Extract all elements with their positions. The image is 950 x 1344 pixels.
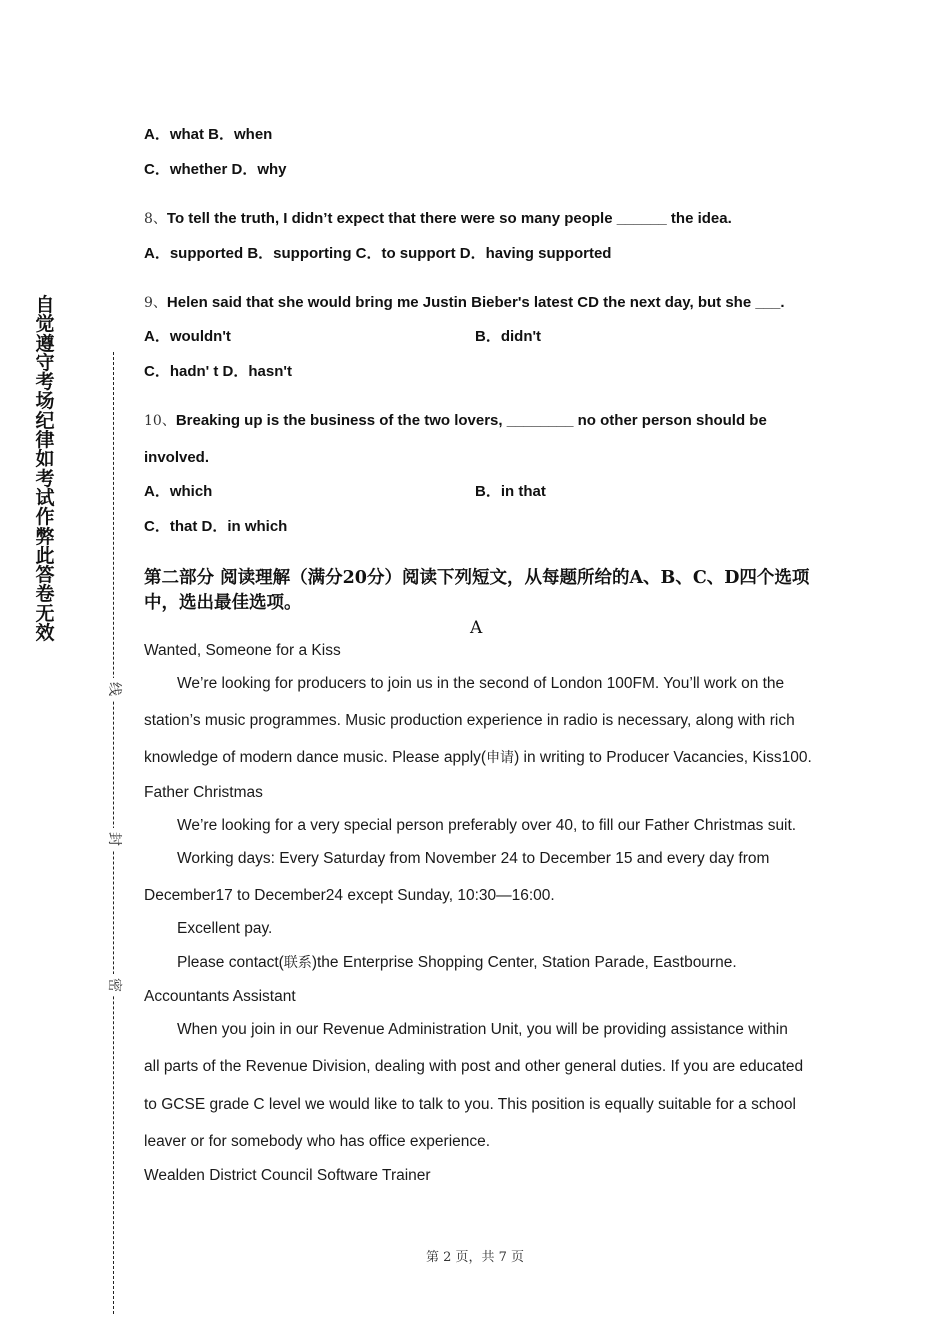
question-10 (144, 411, 767, 431)
page-number-footer: 第 2 页，共 7 页 (425, 1250, 525, 1265)
ad-accountants-line-2: all parts of the Revenue Division, dealing with post and other general duties. If you are educated (144, 1058, 804, 1075)
ad-accountants-line-3: to GCSE grade C level we would like to talk to you. This position is equally suitable for a school (144, 1096, 796, 1113)
ad-kiss-line-1: We’re looking for producers to join us in the second of London 100FM. You’ll work on the (177, 675, 785, 692)
question-10-option-b: B．in that (475, 483, 546, 500)
ad-kiss-line-2: station’s music programmes. Music production experience in radio is necessary, along with rich (144, 712, 795, 729)
exam-discipline-notice: 自觉遵守考场纪律如考试作弊此答卷无效 (35, 294, 55, 645)
ad-father-christmas-line-1: We’re looking for a very special person preferably over 40, to fill our Father Christmas suit. (177, 817, 797, 834)
question-8-options: A．supported B．supporting C．to support D．having supported (144, 245, 612, 262)
binding-label-feng: 封 (104, 828, 124, 850)
ad-father-christmas-line-2: Working days: Every Saturday from November 24 to December 15 and every day from (177, 850, 770, 867)
question-9-option-b: B．didn't (475, 328, 542, 345)
ad-father-christmas-line-4: Excellent pay. (177, 920, 273, 937)
q7-options-cd: C．whether D．why (144, 161, 287, 178)
question-9-options-cd: C．hadn' t D．hasn't (144, 363, 292, 380)
question-10-number: 10、 (144, 413, 176, 429)
question-8 (144, 209, 732, 229)
ad-kiss-cn-gloss: 申请 (486, 750, 515, 766)
binding-label-mi: 密 (104, 974, 124, 996)
question-9-number: 9、 (144, 295, 167, 311)
question-10-text: Breaking up is the business of the two lovers, ________ no other person should be (175, 412, 767, 429)
question-10-text-cont: involved. (144, 449, 210, 466)
question-8-number: 8、 (144, 211, 167, 227)
ad-father-christmas-cn-gloss: 联系 (283, 955, 312, 971)
ad-father-christmas-line-3: December17 to December24 except Sunday, 10:30—16:00. (144, 887, 555, 904)
ad-father-christmas-title: Father Christmas (144, 784, 263, 801)
question-9-option-a: A．wouldn't (144, 328, 231, 345)
ad-wealden-title: Wealden District Council Software Trainer (144, 1167, 431, 1184)
ad-kiss-line-3: knowledge of modern dance music. Please apply(申请) in writing to Producer Vacancies, Kiss100. (144, 749, 812, 766)
ad-kiss-title: Wanted, Someone for a Kiss (144, 642, 341, 659)
q7-options-ab: A．what B．when (144, 126, 273, 143)
question-10-options-cd: C．that D．in which (144, 518, 288, 535)
ad-accountants-line-4: leaver or for somebody who has office experience. (144, 1133, 491, 1150)
section-heading: 第二部分 阅读理解（满分20分）阅读下列短文，从每题所给的A、B、C、D四个选项中，选出最佳选项。 (144, 568, 810, 613)
question-9 (144, 293, 785, 313)
binding-label-xian: 线 (104, 678, 124, 700)
question-10-option-a: A．which (144, 483, 213, 500)
ad-accountants-line-1: When you join in our Revenue Administration Unit, you will be providing assistance within (177, 1021, 788, 1038)
question-8-text: To tell the truth, I didn’t expect that there were so many people ______ the idea. (166, 210, 732, 227)
passage-label: A (470, 618, 483, 638)
question-9-text: Helen said that she would bring me Justin Bieber's latest CD the next day, but she ___. (166, 294, 785, 311)
ad-accountants-title: Accountants Assistant (144, 988, 296, 1005)
ad-father-christmas-line-5: Please contact(联系)the Enterprise Shopping Center, Station Parade, Eastbourne. (177, 954, 737, 971)
